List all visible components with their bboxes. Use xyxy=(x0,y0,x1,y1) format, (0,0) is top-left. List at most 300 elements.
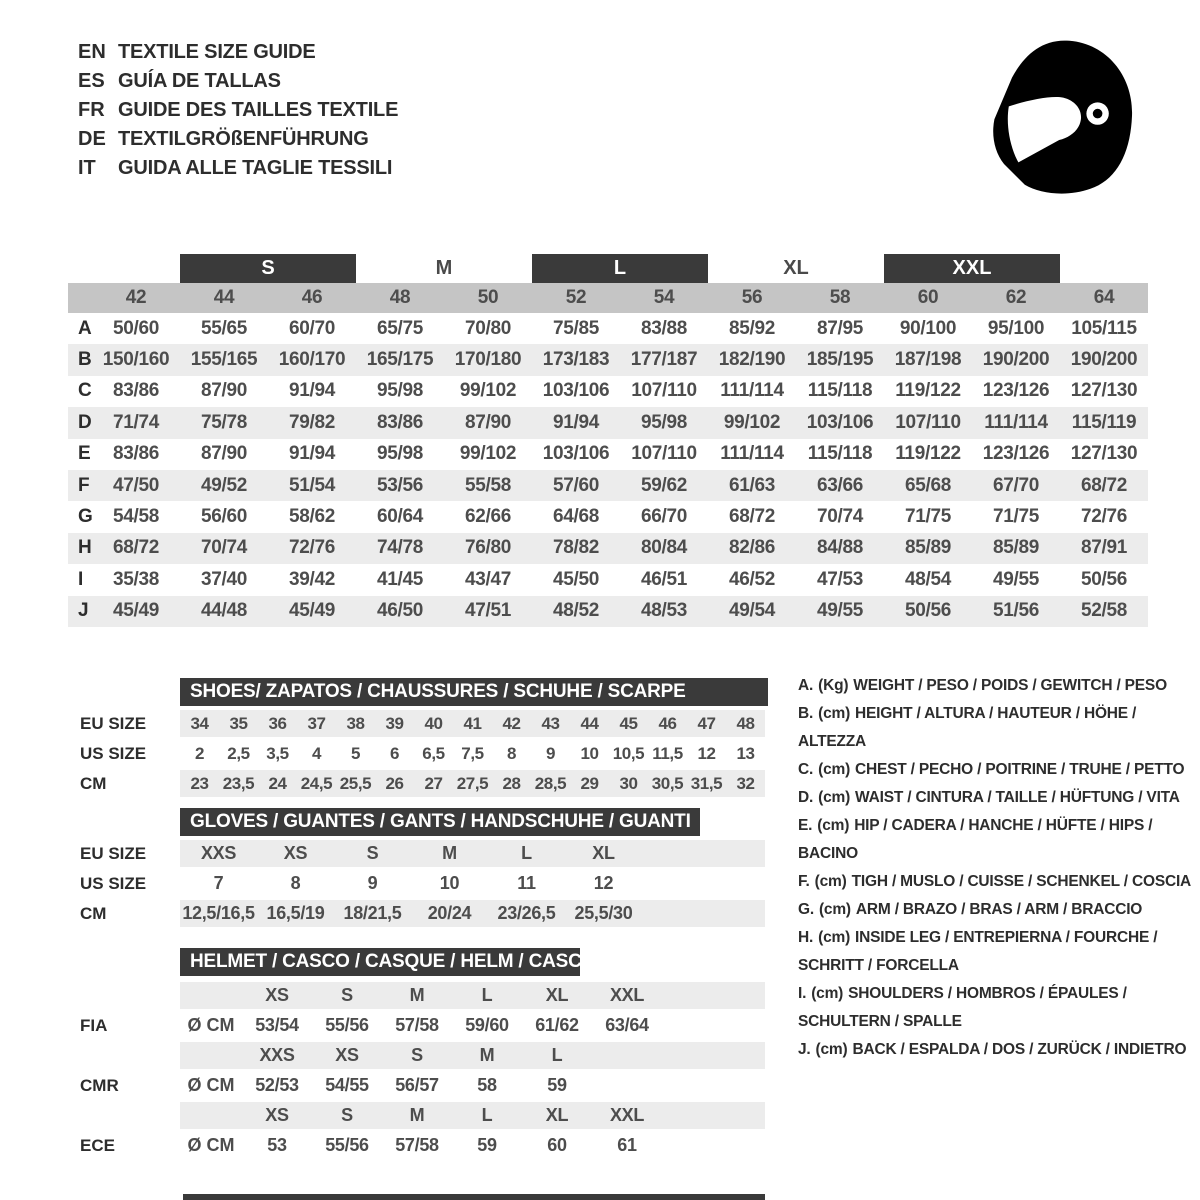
helmet-value-cell: 59 xyxy=(477,1135,497,1155)
legend-text: BACK / ESPALDA / DOS / ZURÜCK / INDIETRO xyxy=(852,1041,1187,1058)
shoe-size-cell: 27,5 xyxy=(456,773,489,793)
cutoff-header-bar xyxy=(183,1194,765,1200)
gloves-us-values xyxy=(180,870,765,897)
size-cell: 99/102 xyxy=(723,411,781,433)
size-cell: 67/70 xyxy=(992,474,1040,496)
language-title: TEXTILGRÖßENFÜHRUNG xyxy=(118,128,369,150)
shoe-size-cell: 13 xyxy=(736,743,755,763)
size-cell: 87/90 xyxy=(200,443,248,465)
shoe-size-cell: 23,5 xyxy=(222,773,255,793)
row-label: I xyxy=(78,568,84,590)
helmet-size-cell: XXS xyxy=(259,1045,295,1065)
row-label: EU SIZE xyxy=(80,844,147,863)
row-label: B xyxy=(78,349,92,371)
glove-size-cell: L xyxy=(521,843,532,863)
size-cell: 65/75 xyxy=(376,317,424,339)
size-number: 56 xyxy=(741,287,763,308)
size-cell: 60/64 xyxy=(376,506,424,528)
shoe-size-cell: 24 xyxy=(268,773,287,793)
measure-row-b xyxy=(68,344,1148,375)
helmet-value-cell: 53 xyxy=(267,1135,287,1155)
size-cell: 63/66 xyxy=(816,474,864,496)
size-cell: 103/106 xyxy=(806,411,874,433)
textile-size-table xyxy=(68,254,1148,627)
size-cell: 111/114 xyxy=(720,443,784,465)
size-cell: 49/52 xyxy=(200,474,248,496)
size-cell: 95/98 xyxy=(376,443,424,465)
legend-unit: (cm) xyxy=(818,705,851,722)
size-cell: 47/53 xyxy=(816,568,864,590)
helmet-size-cell: L xyxy=(551,1045,563,1065)
language-row-es xyxy=(78,67,398,96)
size-cell: 45/50 xyxy=(552,568,600,590)
size-cell: 160/170 xyxy=(278,349,346,371)
size-cell: 107/110 xyxy=(631,380,697,402)
diameter-cm-label: Ø CM xyxy=(187,1075,235,1095)
measure-row-j xyxy=(68,596,1148,627)
shoe-size-cell: 42 xyxy=(502,713,521,733)
shoe-size-cell: 3,5 xyxy=(266,743,289,763)
size-cell: 182/190 xyxy=(718,349,786,371)
size-cell: 72/76 xyxy=(1080,506,1128,528)
diameter-cm-label: Ø CM xyxy=(187,1135,235,1155)
shoe-size-cell: 45 xyxy=(619,713,638,733)
size-cell: 187/198 xyxy=(894,349,962,371)
header-spacer xyxy=(1060,254,1148,283)
helmet-size-cell: XXL xyxy=(609,985,645,1005)
standard-label: ECE xyxy=(80,1136,115,1155)
size-cell: 90/100 xyxy=(899,317,957,339)
helmet-size-cell: M xyxy=(409,1105,425,1125)
helmet-value-cell: 57/58 xyxy=(395,1135,439,1155)
size-cell: 170/180 xyxy=(454,349,522,371)
language-row-de xyxy=(78,125,398,154)
size-cell: 45/49 xyxy=(288,600,336,622)
shoe-size-cell: 46 xyxy=(658,713,677,733)
row-label: F xyxy=(78,474,90,496)
size-cell: 75/85 xyxy=(552,317,600,339)
shoe-size-cell: 8 xyxy=(506,743,517,763)
legend-text: HEIGHT / ALTURA / HAUTEUR / HÖHE / ALTEZZA xyxy=(798,705,1137,750)
shoe-size-cell: 34 xyxy=(190,713,209,733)
measure-row-d xyxy=(68,407,1148,438)
helmet-ece-values-row xyxy=(68,1132,1148,1159)
helmet-title-bar: HELMET / CASCO / CASQUE / HELM / CASCO xyxy=(180,948,580,976)
helmet-value-band xyxy=(180,1132,765,1159)
helmet-size-cell: XS xyxy=(265,985,289,1005)
glove-size-cell: 12 xyxy=(593,873,614,893)
size-cell: 91/94 xyxy=(288,443,336,465)
shoe-size-cell: 43 xyxy=(541,713,560,733)
size-cell: 75/78 xyxy=(200,411,248,433)
shoe-size-cell: 44 xyxy=(580,713,599,733)
size-cell: 47/51 xyxy=(464,600,512,622)
size-cell: 111/114 xyxy=(720,380,784,402)
language-row-it xyxy=(78,154,398,183)
helmet-value-cell: 60 xyxy=(547,1135,567,1155)
size-cell: 51/54 xyxy=(288,474,336,496)
shoe-size-cell: 23 xyxy=(190,773,209,793)
gloves-eu-values xyxy=(180,840,765,867)
size-cell: 123/126 xyxy=(982,380,1050,402)
size-cell: 85/92 xyxy=(728,317,776,339)
size-cell: 115/118 xyxy=(807,443,873,465)
measure-row-i xyxy=(68,564,1148,595)
size-cell: 49/54 xyxy=(728,600,776,622)
legend-text: INSIDE LEG / ENTREPIERNA / FOURCHE / SCHRITT / FORCELLA xyxy=(798,929,1158,974)
size-cell: 70/74 xyxy=(200,537,248,559)
size-cell: 50/56 xyxy=(904,600,952,622)
helmet-size-cell: XS xyxy=(335,1045,359,1065)
racing-helmet-icon xyxy=(980,36,1140,201)
size-cell: 95/98 xyxy=(376,380,424,402)
shoe-size-cell: 31,5 xyxy=(690,773,723,793)
helmet-value-cell: 55/56 xyxy=(325,1015,369,1035)
measure-row-f xyxy=(68,470,1148,501)
shoe-size-cell: 47 xyxy=(697,713,716,733)
size-cell: 127/130 xyxy=(1070,443,1138,465)
legend-item-c xyxy=(798,756,1198,784)
size-cell: 83/88 xyxy=(640,317,688,339)
helmet-size-cell: XS xyxy=(265,1105,289,1125)
size-cell: 68/72 xyxy=(728,506,776,528)
helmet-value-cell: 56/57 xyxy=(395,1075,439,1095)
size-cell: 48/52 xyxy=(552,600,600,622)
helmet-size-cell: S xyxy=(341,985,353,1005)
size-cell: 83/86 xyxy=(112,443,160,465)
size-cell: 87/95 xyxy=(816,317,864,339)
gloves-title-bar: GLOVES / GUANTES / GANTS / HANDSCHUHE / GUANTI xyxy=(180,808,700,836)
language-title: TEXTILE SIZE GUIDE xyxy=(118,41,316,63)
size-cell: 57/60 xyxy=(552,474,600,496)
glove-size-cell: 18/21,5 xyxy=(343,903,402,923)
size-cell: 155/165 xyxy=(190,349,258,371)
size-cell: 70/80 xyxy=(464,317,512,339)
size-cell: 83/86 xyxy=(112,380,160,402)
helmet-value-cell: 61 xyxy=(617,1135,637,1155)
row-label: J xyxy=(78,600,89,622)
helmet-value-band xyxy=(180,1012,765,1039)
row-label: A xyxy=(78,317,92,339)
size-cell: 103/106 xyxy=(542,443,610,465)
legend-key: C. xyxy=(798,761,814,778)
size-cell: 46/51 xyxy=(640,568,688,590)
size-cell: 78/82 xyxy=(552,537,600,559)
legend-item-j xyxy=(798,1036,1198,1064)
shoe-size-cell: 24,5 xyxy=(300,773,333,793)
measure-row-e xyxy=(68,439,1148,470)
helmet-value-cell: 52/53 xyxy=(255,1075,299,1095)
row-label: C xyxy=(78,380,92,402)
size-cell: 71/74 xyxy=(112,411,160,433)
size-cell: 165/175 xyxy=(366,349,434,371)
size-cell: 71/75 xyxy=(992,506,1040,528)
size-cell: 50/60 xyxy=(112,317,160,339)
glove-size-cell: 9 xyxy=(367,873,378,893)
row-label: EU SIZE xyxy=(80,714,147,733)
size-cell: 66/70 xyxy=(640,506,688,528)
language-row-fr xyxy=(78,96,398,125)
size-cell: 127/130 xyxy=(1070,380,1138,402)
legend-key: I. xyxy=(798,985,807,1002)
size-cell: 58/62 xyxy=(288,506,336,528)
size-cell: 95/98 xyxy=(640,411,688,433)
size-cell: 43/47 xyxy=(464,568,512,590)
legend-key: B. xyxy=(798,705,814,722)
legend-item-g xyxy=(798,896,1198,924)
glove-size-cell: XXS xyxy=(200,843,237,863)
language-code: IT xyxy=(78,157,96,179)
glove-size-cell: 8 xyxy=(290,873,301,893)
language-code: EN xyxy=(78,41,106,63)
size-cell: 39/42 xyxy=(288,568,336,590)
size-cell: 65/68 xyxy=(904,474,952,496)
shoe-size-cell: 11,5 xyxy=(652,743,683,763)
size-cell: 51/56 xyxy=(992,600,1040,622)
size-cell: 45/49 xyxy=(112,600,160,622)
size-number: 42 xyxy=(125,287,147,308)
glove-size-cell: 25,5/30 xyxy=(574,903,633,923)
glove-size-cell: 23/26,5 xyxy=(497,903,556,923)
shoe-size-cell: 12 xyxy=(697,743,716,763)
shoe-size-cell: 37 xyxy=(307,713,326,733)
shoe-size-cell: 2,5 xyxy=(227,743,250,763)
legend-unit: (Kg) xyxy=(818,677,849,694)
size-cell: 76/80 xyxy=(464,537,512,559)
standard-label: CMR xyxy=(80,1076,119,1095)
shoe-size-cell: 35 xyxy=(229,713,248,733)
size-cell: 177/187 xyxy=(630,349,698,371)
language-list xyxy=(78,38,398,183)
legend-unit: (cm) xyxy=(818,929,851,946)
row-label: US SIZE xyxy=(80,744,147,763)
size-number: 46 xyxy=(301,287,323,308)
size-cell: 99/102 xyxy=(459,380,517,402)
helmet-size-cell: XL xyxy=(545,985,569,1005)
size-cell: 190/200 xyxy=(982,349,1050,371)
glove-size-cell: XS xyxy=(283,843,308,863)
size-number: 62 xyxy=(1005,287,1027,308)
size-number: 58 xyxy=(829,287,851,308)
size-cell: 107/110 xyxy=(631,443,697,465)
helmet-cmr-values-row xyxy=(68,1072,1148,1099)
glove-size-cell: 16,5/19 xyxy=(266,903,325,923)
shoe-size-cell: 32 xyxy=(736,773,755,793)
size-cell: 80/84 xyxy=(640,537,688,559)
size-cell: 46/52 xyxy=(728,568,776,590)
size-cell: 64/68 xyxy=(552,506,600,528)
size-cell: 59/62 xyxy=(640,474,688,496)
size-number: 44 xyxy=(213,287,235,308)
helmet-size-cell: M xyxy=(479,1045,495,1065)
size-group-l: L xyxy=(532,254,708,283)
shoe-size-cell: 4 xyxy=(311,743,322,763)
size-cell: 61/63 xyxy=(728,474,776,496)
language-row-en xyxy=(78,38,398,67)
helmet-value-band xyxy=(180,1072,765,1099)
size-number: 48 xyxy=(389,287,411,308)
shoe-size-cell: 6 xyxy=(389,743,400,763)
measure-row-h xyxy=(68,533,1148,564)
size-cell: 95/100 xyxy=(987,317,1045,339)
measure-row-g xyxy=(68,501,1148,532)
helmet-value-cell: 54/55 xyxy=(325,1075,369,1095)
size-cell: 84/88 xyxy=(816,537,864,559)
size-group-s: S xyxy=(180,254,356,283)
size-cell: 91/94 xyxy=(288,380,336,402)
size-cell: 47/50 xyxy=(112,474,160,496)
size-cell: 44/48 xyxy=(200,600,248,622)
legend-unit: (cm) xyxy=(811,985,844,1002)
size-cell: 107/110 xyxy=(895,411,961,433)
glove-size-cell: 7 xyxy=(213,873,224,893)
shoe-size-cell: 30,5 xyxy=(651,773,684,793)
shoe-size-cell: 5 xyxy=(350,743,361,763)
legend-text: ARM / BRAZO / BRAS / ARM / BRACCIO xyxy=(855,901,1143,918)
size-cell: 150/160 xyxy=(102,349,170,371)
size-cell: 49/55 xyxy=(992,568,1040,590)
row-label: E xyxy=(78,443,91,465)
size-number: 52 xyxy=(565,287,587,308)
gloves-cm-values xyxy=(180,900,765,927)
size-cell: 83/86 xyxy=(376,411,424,433)
legend-unit: (cm) xyxy=(817,817,850,834)
numeric-size-row xyxy=(68,283,1148,313)
size-cell: 53/56 xyxy=(376,474,424,496)
shoe-size-cell: 10,5 xyxy=(612,743,645,763)
size-cell: 91/94 xyxy=(552,411,600,433)
legend-item-f xyxy=(798,868,1198,896)
legend-unit: (cm) xyxy=(815,1041,848,1058)
helmet-size-band xyxy=(180,1102,765,1129)
glove-size-cell: 10 xyxy=(439,873,460,893)
helmet-value-cell: 53/54 xyxy=(255,1015,299,1035)
helmet-ece-sizes-row xyxy=(68,1102,1148,1129)
size-cell: 79/82 xyxy=(288,411,336,433)
size-cell: 62/66 xyxy=(464,506,512,528)
size-cell: 123/126 xyxy=(982,443,1050,465)
legend-key: H. xyxy=(798,929,814,946)
size-cell: 56/60 xyxy=(200,506,248,528)
shoe-size-cell: 10 xyxy=(580,743,599,763)
size-cell: 41/45 xyxy=(376,568,424,590)
legend-unit: (cm) xyxy=(818,789,851,806)
size-number: 50 xyxy=(477,287,499,308)
shoe-size-cell: 41 xyxy=(463,713,482,733)
legend-text: TIGH / MUSLO / CUISSE / SCHENKEL / COSCIA xyxy=(851,873,1192,890)
shoe-size-cell: 36 xyxy=(268,713,287,733)
row-label: G xyxy=(78,506,93,528)
shoe-size-cell: 48 xyxy=(736,713,755,733)
shoe-size-cell: 28,5 xyxy=(534,773,567,793)
size-cell: 72/76 xyxy=(288,537,336,559)
size-cell: 87/90 xyxy=(200,380,248,402)
glove-size-cell: 20/24 xyxy=(427,903,472,923)
shoe-size-cell: 28 xyxy=(502,773,521,793)
size-cell: 111/114 xyxy=(984,411,1048,433)
size-cell: 46/50 xyxy=(376,600,424,622)
row-label: CM xyxy=(80,904,107,923)
size-cell: 85/89 xyxy=(992,537,1040,559)
size-group-xl: XL xyxy=(783,257,809,279)
size-group-xxl: XXL xyxy=(884,254,1060,283)
glove-size-cell: XL xyxy=(592,843,615,863)
language-title: GUIDE DES TAILLES TEXTILE xyxy=(118,99,399,121)
size-cell: 68/72 xyxy=(112,537,160,559)
legend-item-i xyxy=(798,980,1198,1036)
glove-size-cell: 11 xyxy=(517,873,536,893)
size-cell: 70/74 xyxy=(816,506,864,528)
shoe-size-cell: 27 xyxy=(424,773,443,793)
helmet-value-cell: 58 xyxy=(477,1075,497,1095)
helmet-size-cell: L xyxy=(481,1105,493,1125)
size-cell: 115/119 xyxy=(1071,411,1137,433)
size-cell: 55/65 xyxy=(200,317,248,339)
glove-size-cell: S xyxy=(366,843,379,863)
row-label: US SIZE xyxy=(80,874,147,893)
size-cell: 87/91 xyxy=(1080,537,1128,559)
shoes-title-bar: SHOES/ ZAPATOS / CHAUSSURES / SCHUHE / SCARPE xyxy=(180,678,768,706)
size-cell: 119/122 xyxy=(895,380,961,402)
standard-label: FIA xyxy=(80,1016,108,1035)
helmet-size-cell: S xyxy=(341,1105,353,1125)
shoe-size-cell: 38 xyxy=(346,713,365,733)
size-number: 64 xyxy=(1093,287,1115,308)
language-code: DE xyxy=(78,128,106,150)
size-cell: 55/58 xyxy=(464,474,512,496)
size-cell: 49/55 xyxy=(816,600,864,622)
size-cell: 52/58 xyxy=(1080,600,1128,622)
row-label: H xyxy=(78,537,92,559)
size-number: 54 xyxy=(653,287,675,308)
size-cell: 74/78 xyxy=(376,537,424,559)
helmet-value-cell: 63/64 xyxy=(605,1015,649,1035)
legend-key: J. xyxy=(798,1041,811,1058)
shoe-size-cell: 30 xyxy=(619,773,638,793)
size-cell: 50/56 xyxy=(1080,568,1128,590)
size-cell: 119/122 xyxy=(895,443,961,465)
helmet-size-cell: S xyxy=(411,1045,423,1065)
helmet-size-band xyxy=(180,982,765,1009)
size-cell: 185/195 xyxy=(806,349,874,371)
size-group-m: M xyxy=(435,257,453,279)
measure-row-c xyxy=(68,376,1148,407)
size-cell: 54/58 xyxy=(112,506,160,528)
legend-item-h xyxy=(798,924,1198,980)
size-cell: 103/106 xyxy=(542,380,610,402)
helmet-value-cell: 55/56 xyxy=(325,1135,369,1155)
shoe-size-cell: 26 xyxy=(385,773,404,793)
size-cell: 99/102 xyxy=(459,443,517,465)
legend-key: A. xyxy=(798,677,814,694)
shoes-us-values xyxy=(180,740,765,767)
size-cell: 82/86 xyxy=(728,537,776,559)
legend-unit: (cm) xyxy=(818,901,851,918)
size-cell: 190/200 xyxy=(1070,349,1138,371)
helmet-value-cell: 59/60 xyxy=(465,1015,509,1035)
size-group-header xyxy=(68,254,1148,283)
shoe-size-cell: 25,5 xyxy=(339,773,372,793)
legend-item-d xyxy=(798,784,1198,812)
legend-key: D. xyxy=(798,789,814,806)
helmet-value-cell: 57/58 xyxy=(395,1015,439,1035)
size-cell: 85/89 xyxy=(904,537,952,559)
size-cell: 35/38 xyxy=(112,568,160,590)
legend-text: WEIGHT / PESO / POIDS / GEWITCH / PESO xyxy=(853,677,1167,694)
shoe-size-cell: 2 xyxy=(194,743,205,763)
header-spacer xyxy=(68,254,180,283)
helmet-size-band xyxy=(180,1042,765,1069)
